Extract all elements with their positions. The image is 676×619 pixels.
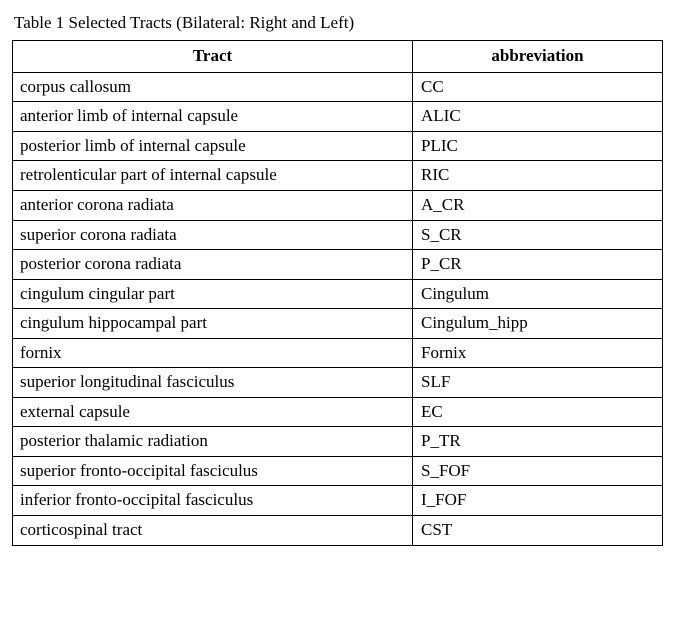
table-row	[13, 72, 663, 102]
cell-tract-abbreviation: PLIC	[413, 131, 663, 161]
cell-tract-name: posterior thalamic radiation	[13, 427, 413, 457]
cell-tract-abbreviation: Fornix	[413, 338, 663, 368]
table-row	[13, 250, 663, 280]
cell-tract-name: corpus callosum	[13, 72, 413, 102]
cell-tract-name: superior corona radiata	[13, 220, 413, 250]
table-body	[13, 72, 663, 545]
table-row	[13, 456, 663, 486]
cell-tract-abbreviation: RIC	[413, 161, 663, 191]
table-row	[13, 190, 663, 220]
cell-tract-name: external capsule	[13, 397, 413, 427]
cell-tract-name: retrolenticular part of internal capsule	[13, 161, 413, 191]
column-header-abbreviation: abbreviation	[413, 41, 663, 73]
cell-tract-abbreviation: I_FOF	[413, 486, 663, 516]
cell-tract-abbreviation: Cingulum	[413, 279, 663, 309]
cell-tract-abbreviation: ALIC	[413, 102, 663, 132]
table-header	[13, 41, 663, 73]
table-row	[13, 338, 663, 368]
cell-tract-name: cingulum hippocampal part	[13, 309, 413, 339]
tracts-table	[12, 40, 663, 545]
cell-tract-abbreviation: SLF	[413, 368, 663, 398]
cell-tract-abbreviation: CC	[413, 72, 663, 102]
cell-tract-abbreviation: P_TR	[413, 427, 663, 457]
cell-tract-name: superior fronto-occipital fasciculus	[13, 456, 413, 486]
cell-tract-name: fornix	[13, 338, 413, 368]
table-row	[13, 516, 663, 546]
cell-tract-name: posterior limb of internal capsule	[13, 131, 413, 161]
table-row	[13, 486, 663, 516]
column-header-tract: Tract	[13, 41, 413, 73]
table-row	[13, 220, 663, 250]
cell-tract-name: anterior limb of internal capsule	[13, 102, 413, 132]
cell-tract-abbreviation: Cingulum_hipp	[413, 309, 663, 339]
table-row	[13, 368, 663, 398]
cell-tract-name: superior longitudinal fasciculus	[13, 368, 413, 398]
table-header-row	[13, 41, 663, 73]
cell-tract-abbreviation: CST	[413, 516, 663, 546]
cell-tract-name: posterior corona radiata	[13, 250, 413, 280]
table-row	[13, 397, 663, 427]
cell-tract-abbreviation: A_CR	[413, 190, 663, 220]
cell-tract-abbreviation: EC	[413, 397, 663, 427]
cell-tract-abbreviation: S_FOF	[413, 456, 663, 486]
cell-tract-name: anterior corona radiata	[13, 190, 413, 220]
cell-tract-name: inferior fronto-occipital fasciculus	[13, 486, 413, 516]
cell-tract-name: cingulum cingular part	[13, 279, 413, 309]
table-row	[13, 102, 663, 132]
table-row	[13, 309, 663, 339]
table-row	[13, 131, 663, 161]
table-row	[13, 427, 663, 457]
table-caption: Table 1 Selected Tracts (Bilateral: Right and Left)	[14, 13, 355, 32]
table-row	[13, 279, 663, 309]
cell-tract-abbreviation: P_CR	[413, 250, 663, 280]
cell-tract-name: corticospinal tract	[13, 516, 413, 546]
table-row	[13, 161, 663, 191]
cell-tract-abbreviation: S_CR	[413, 220, 663, 250]
